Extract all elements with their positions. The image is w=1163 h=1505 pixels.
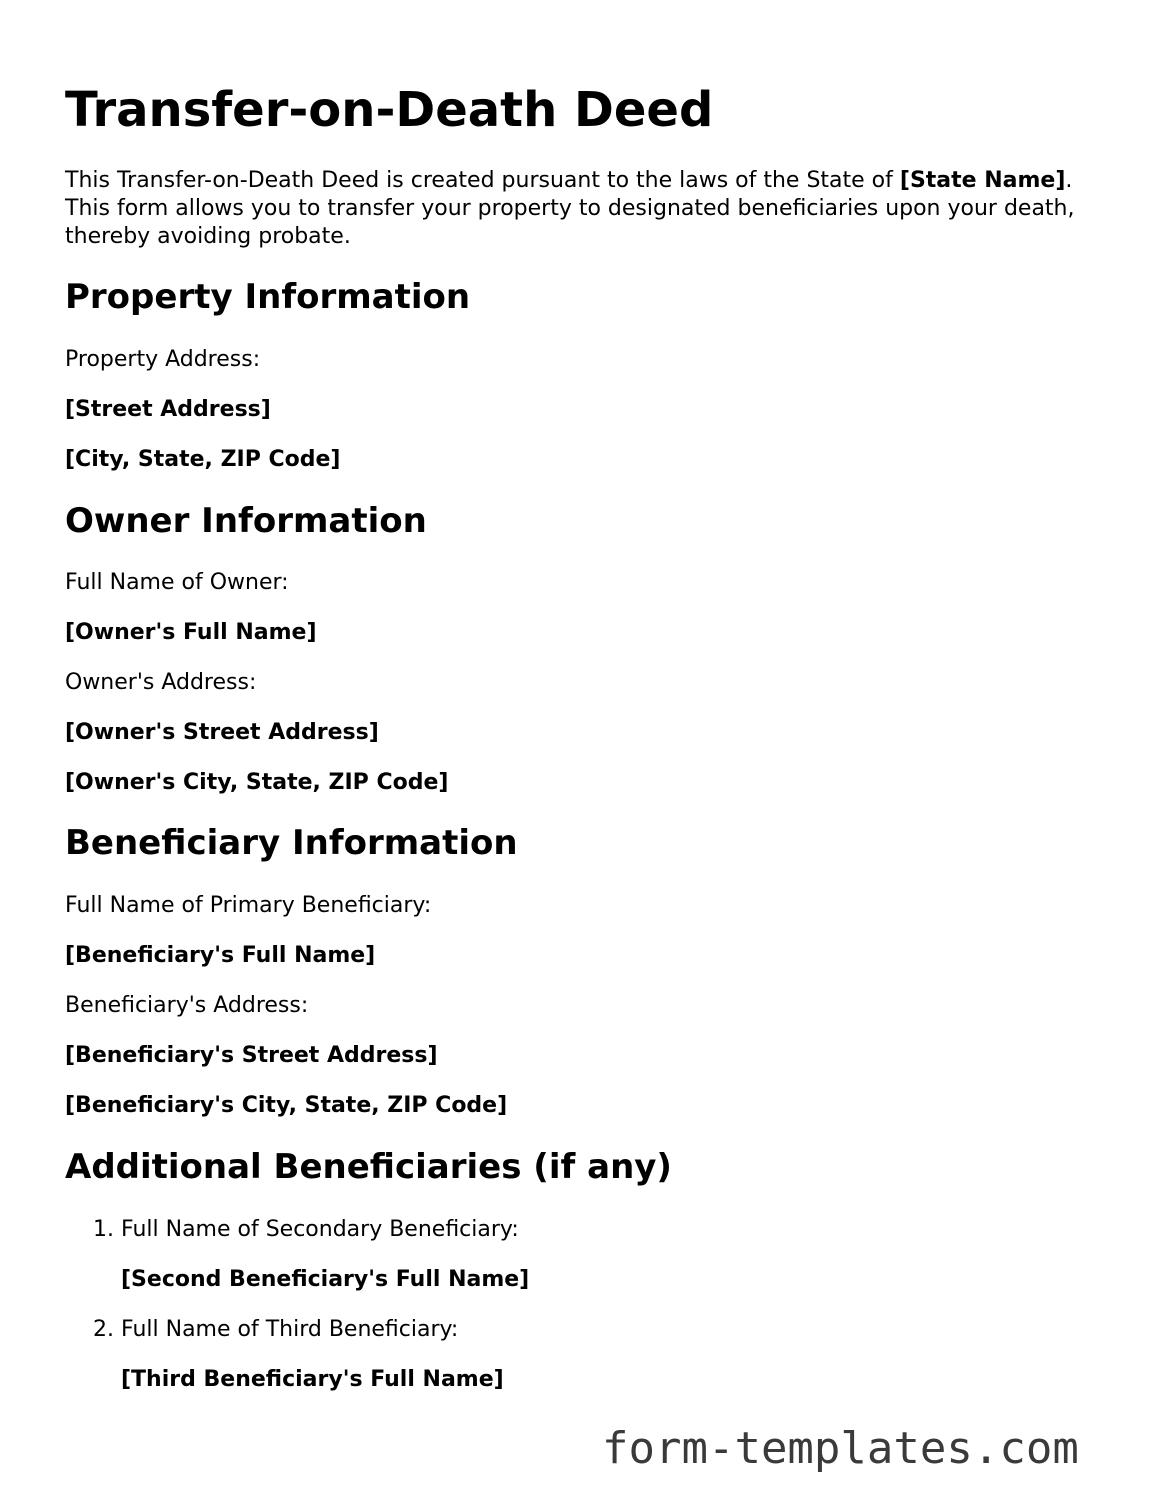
intro-paragraph xyxy=(65,167,1100,251)
document-title: Transfer-on-Death Deed xyxy=(65,82,714,138)
property-address-label: Property Address: xyxy=(65,347,261,372)
third-beneficiary-placeholder: [Third Beneficiary's Full Name] xyxy=(121,1367,504,1392)
list-item xyxy=(93,1215,519,1245)
beneficiary-name-placeholder: [Beneficiary's Full Name] xyxy=(65,943,376,968)
property-city-state-zip-placeholder: [City, State, ZIP Code] xyxy=(65,447,341,472)
watermark: form-templates.com xyxy=(602,1423,1079,1474)
additional-beneficiaries-heading: Additional Beneficiaries (if any) xyxy=(65,1147,672,1187)
owner-street-placeholder: [Owner's Street Address] xyxy=(65,720,379,745)
list-item-number: 2. xyxy=(93,1317,114,1342)
beneficiary-heading: Beneficiary Information xyxy=(65,823,518,863)
property-heading: Property Information xyxy=(65,277,471,317)
owner-heading: Owner Information xyxy=(65,501,427,541)
list-item xyxy=(93,1315,459,1345)
secondary-beneficiary-label: Full Name of Secondary Beneficiary: xyxy=(121,1217,519,1242)
beneficiary-name-label: Full Name of Primary Beneficiary: xyxy=(65,893,432,918)
beneficiary-street-placeholder: [Beneficiary's Street Address] xyxy=(65,1043,438,1068)
state-name-placeholder: [State Name] xyxy=(899,168,1066,193)
property-street-placeholder: [Street Address] xyxy=(65,397,271,422)
secondary-beneficiary-placeholder: [Second Beneficiary's Full Name] xyxy=(121,1267,530,1292)
owner-name-placeholder: [Owner's Full Name] xyxy=(65,620,317,645)
intro-text-before: This Transfer-on-Death Deed is created pursuant to the laws of the State of xyxy=(65,168,900,193)
beneficiary-address-label: Beneficiary's Address: xyxy=(65,993,309,1018)
owner-city-state-zip-placeholder: [Owner's City, State, ZIP Code] xyxy=(65,770,449,795)
beneficiary-city-state-zip-placeholder: [Beneficiary's City, State, ZIP Code] xyxy=(65,1093,508,1118)
third-beneficiary-label: Full Name of Third Beneficiary: xyxy=(121,1317,459,1342)
owner-address-label: Owner's Address: xyxy=(65,670,257,695)
list-item-number: 1. xyxy=(93,1217,114,1242)
intro-text-after: . This form allows you to transfer your property to designated beneficiaries upon your death, thereby avoiding probate. xyxy=(65,168,1075,249)
owner-name-label: Full Name of Owner: xyxy=(65,570,289,595)
